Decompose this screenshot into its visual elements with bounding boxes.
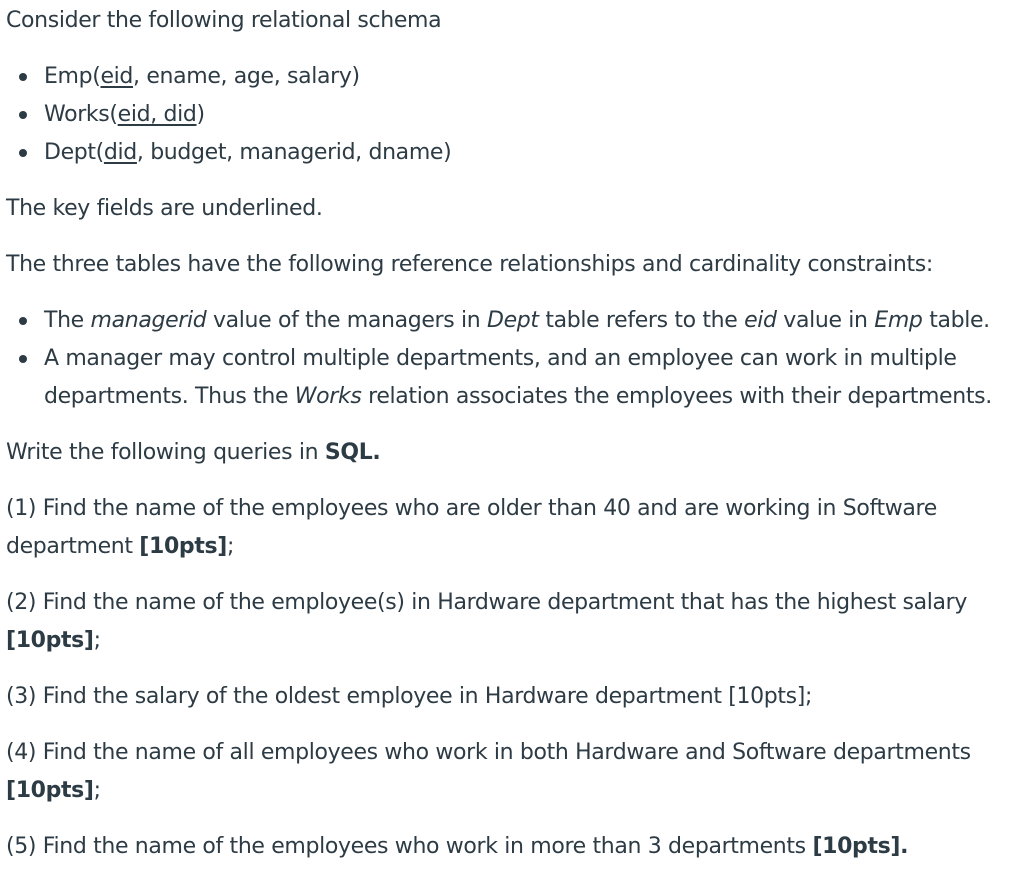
c1-italic-dept: Dept xyxy=(487,308,539,333)
constraints-list xyxy=(6,302,1024,416)
constraint-item-1 xyxy=(44,302,1024,340)
schema-item-works xyxy=(44,96,1024,134)
c1-text-3: table refers to the xyxy=(538,308,745,333)
schema-item-dept xyxy=(44,134,1024,172)
c1-italic-emp: Emp xyxy=(874,308,923,333)
schema-item-emp xyxy=(44,58,1024,96)
schema-list xyxy=(6,58,1024,172)
q4-end: ; xyxy=(93,778,101,803)
c2-italic-works: Works xyxy=(294,384,362,409)
intro-text: Consider the following relational schema xyxy=(6,8,442,33)
c1-text-4: value in xyxy=(776,308,875,333)
q1-text: (1) Find the name of the employees who are older than 40 and are working in Software department xyxy=(6,496,937,559)
c2-text-2: relation associates the employees with their departments. xyxy=(361,384,992,409)
works-key: eid, did xyxy=(117,102,197,127)
sql-intro-bold: SQL. xyxy=(324,440,381,465)
sql-intro-text: Write the following queries in xyxy=(6,440,325,465)
q4-text: (4) Find the name of all employees who work in both Hardware and Software departments xyxy=(6,740,971,765)
q4-points: [10pts] xyxy=(6,778,94,803)
question-5 xyxy=(6,828,1024,866)
dept-table-name: Dept( xyxy=(44,140,104,165)
dept-attributes: , budget, managerid, dname) xyxy=(136,140,452,165)
c1-text-1: The xyxy=(44,308,91,333)
q1-end: ; xyxy=(226,534,234,559)
emp-attributes: , ename, age, salary) xyxy=(133,64,360,89)
sql-intro xyxy=(6,434,1024,472)
q5-text: (5) Find the name of the employees who work in more than 3 departments xyxy=(6,834,813,859)
c1-italic-managerid: managerid xyxy=(90,308,207,333)
c1-text-2: value of the managers in xyxy=(206,308,487,333)
emp-table-name: Emp( xyxy=(44,64,101,89)
c2-text-1: A manager may control multiple departments, and an employee can work in multiple departments. Thus the xyxy=(44,346,957,409)
q5-points: [10pts]. xyxy=(812,834,909,859)
works-attributes: ) xyxy=(196,102,205,127)
q1-points: [10pts] xyxy=(139,534,227,559)
c1-italic-eid: eid xyxy=(744,308,777,333)
question-4 xyxy=(6,734,1024,810)
dept-key: did xyxy=(103,140,137,165)
c1-text-5: table. xyxy=(922,308,990,333)
emp-key: eid xyxy=(100,64,134,89)
question-1 xyxy=(6,490,1024,566)
q2-end: ; xyxy=(93,628,101,653)
question-2 xyxy=(6,584,1024,660)
key-note: The key fields are underlined. xyxy=(6,196,323,221)
q2-text: (2) Find the name of the employee(s) in Hardware department that has the highest salary xyxy=(6,590,968,615)
question-3: (3) Find the salary of the oldest employee in Hardware department [10pts]; xyxy=(6,684,813,709)
relationships-intro: The three tables have the following reference relationships and cardinality constraints: xyxy=(6,252,933,277)
constraint-item-2 xyxy=(44,340,1024,416)
q2-points: [10pts] xyxy=(6,628,94,653)
works-table-name: Works( xyxy=(44,102,118,127)
